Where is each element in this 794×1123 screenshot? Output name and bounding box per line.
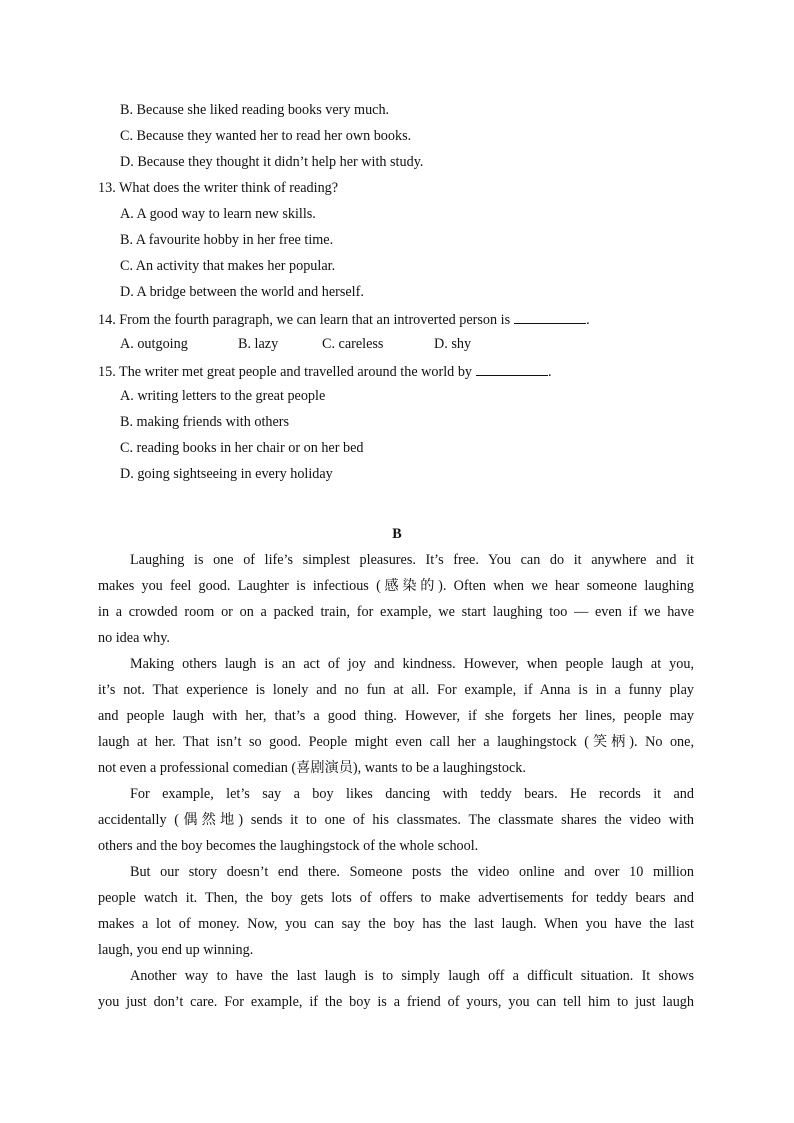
q12-option-b: B. Because she liked reading books very much. [120, 102, 390, 118]
passage-line: Laughing is one of life’s simplest pleasures. It’s free. You can do it anywhere and it [130, 552, 694, 568]
q15-option-a: A. writing letters to the great people [120, 388, 326, 404]
section-b-title: B [392, 526, 402, 542]
q15-question [98, 361, 552, 381]
passage-line: not even a professional comedian (喜剧演员), wants to be a laughingstock. [98, 760, 526, 776]
q15-option-b: B. making friends with others [120, 414, 290, 430]
passage-line: But our story doesn’t end there. Someone posts the video online and over 10 million [130, 864, 694, 880]
passage-line: makes a lot of money. Now, you can say the boy has the last laugh. When you have the last [98, 916, 694, 932]
q13-option-b: B. A favourite hobby in her free time. [120, 232, 334, 248]
passage-line: you just don’t care. For example, if the boy is a friend of yours, you can tell him to just laugh [98, 994, 694, 1010]
q14-option-b: B. lazy [238, 336, 279, 352]
passage-line: others and the boy becomes the laughingstock of the whole school. [98, 838, 479, 854]
q12-option-c: C. Because they wanted her to read her own books. [120, 128, 412, 144]
passage-line: it’s not. That experience is lonely and no fun at all. For example, if Anna is in a funny play [98, 682, 694, 698]
passage-line: no idea why. [98, 630, 170, 646]
passage-line: laugh, you end up winning. [98, 942, 254, 958]
passage-line: For example, let’s say a boy likes dancing with teddy bears. He records it and [130, 786, 694, 802]
q13-question: 13. What does the writer think of reading? [98, 180, 339, 196]
passage-line: accidentally (偶然地) sends it to one of his classmates. The classmate shares the video with [98, 812, 694, 828]
passage-line: people watch it. Then, the boy gets lots of offers to make advertisements for teddy bears and [98, 890, 694, 906]
q15-option-c: C. reading books in her chair or on her bed [120, 440, 364, 456]
q15-answer-blank [476, 361, 548, 376]
passage-line: Making others laugh is an act of joy and kindness. However, when people laugh at you, [130, 656, 694, 672]
q14-question-text: 14. From the fourth paragraph, we can learn that an introverted person is [98, 312, 511, 328]
q13-option-c: C. An activity that makes her popular. [120, 258, 336, 274]
passage-line: Another way to have the last laugh is to simply laugh off a difficult situation. It shows [130, 968, 694, 984]
q14-options-row [120, 335, 471, 353]
q15-question-text: 15. The writer met great people and travelled around the world by [98, 364, 473, 380]
q13-option-a: A. A good way to learn new skills. [120, 206, 316, 222]
passage-line: makes you feel good. Laughter is infectious (感染的). Often when we hear someone laughing [98, 578, 694, 594]
q14-option-c: C. careless [322, 336, 384, 352]
passage-line: and people laugh with her, that’s a good thing. However, if she forgets her lines, people may [98, 708, 694, 724]
q15-option-d: D. going sightseeing in every holiday [120, 466, 333, 482]
q14-question [98, 309, 590, 329]
q14-option-d: D. shy [434, 336, 472, 352]
q13-option-d: D. A bridge between the world and herself. [120, 284, 364, 300]
passage-line: in a crowded room or on a packed train, for example, we start laughing too — even if we have [98, 604, 694, 620]
q12-option-d: D. Because they thought it didn’t help her with study. [120, 154, 424, 170]
passage-line: laugh at her. That isn’t so good. People might even call her a laughingstock (笑柄). No one, [98, 734, 694, 750]
q14-option-a: A. outgoing [120, 336, 188, 352]
q14-question-end: . [586, 312, 590, 328]
q14-answer-blank [514, 309, 586, 324]
q15-question-end: . [548, 364, 552, 380]
